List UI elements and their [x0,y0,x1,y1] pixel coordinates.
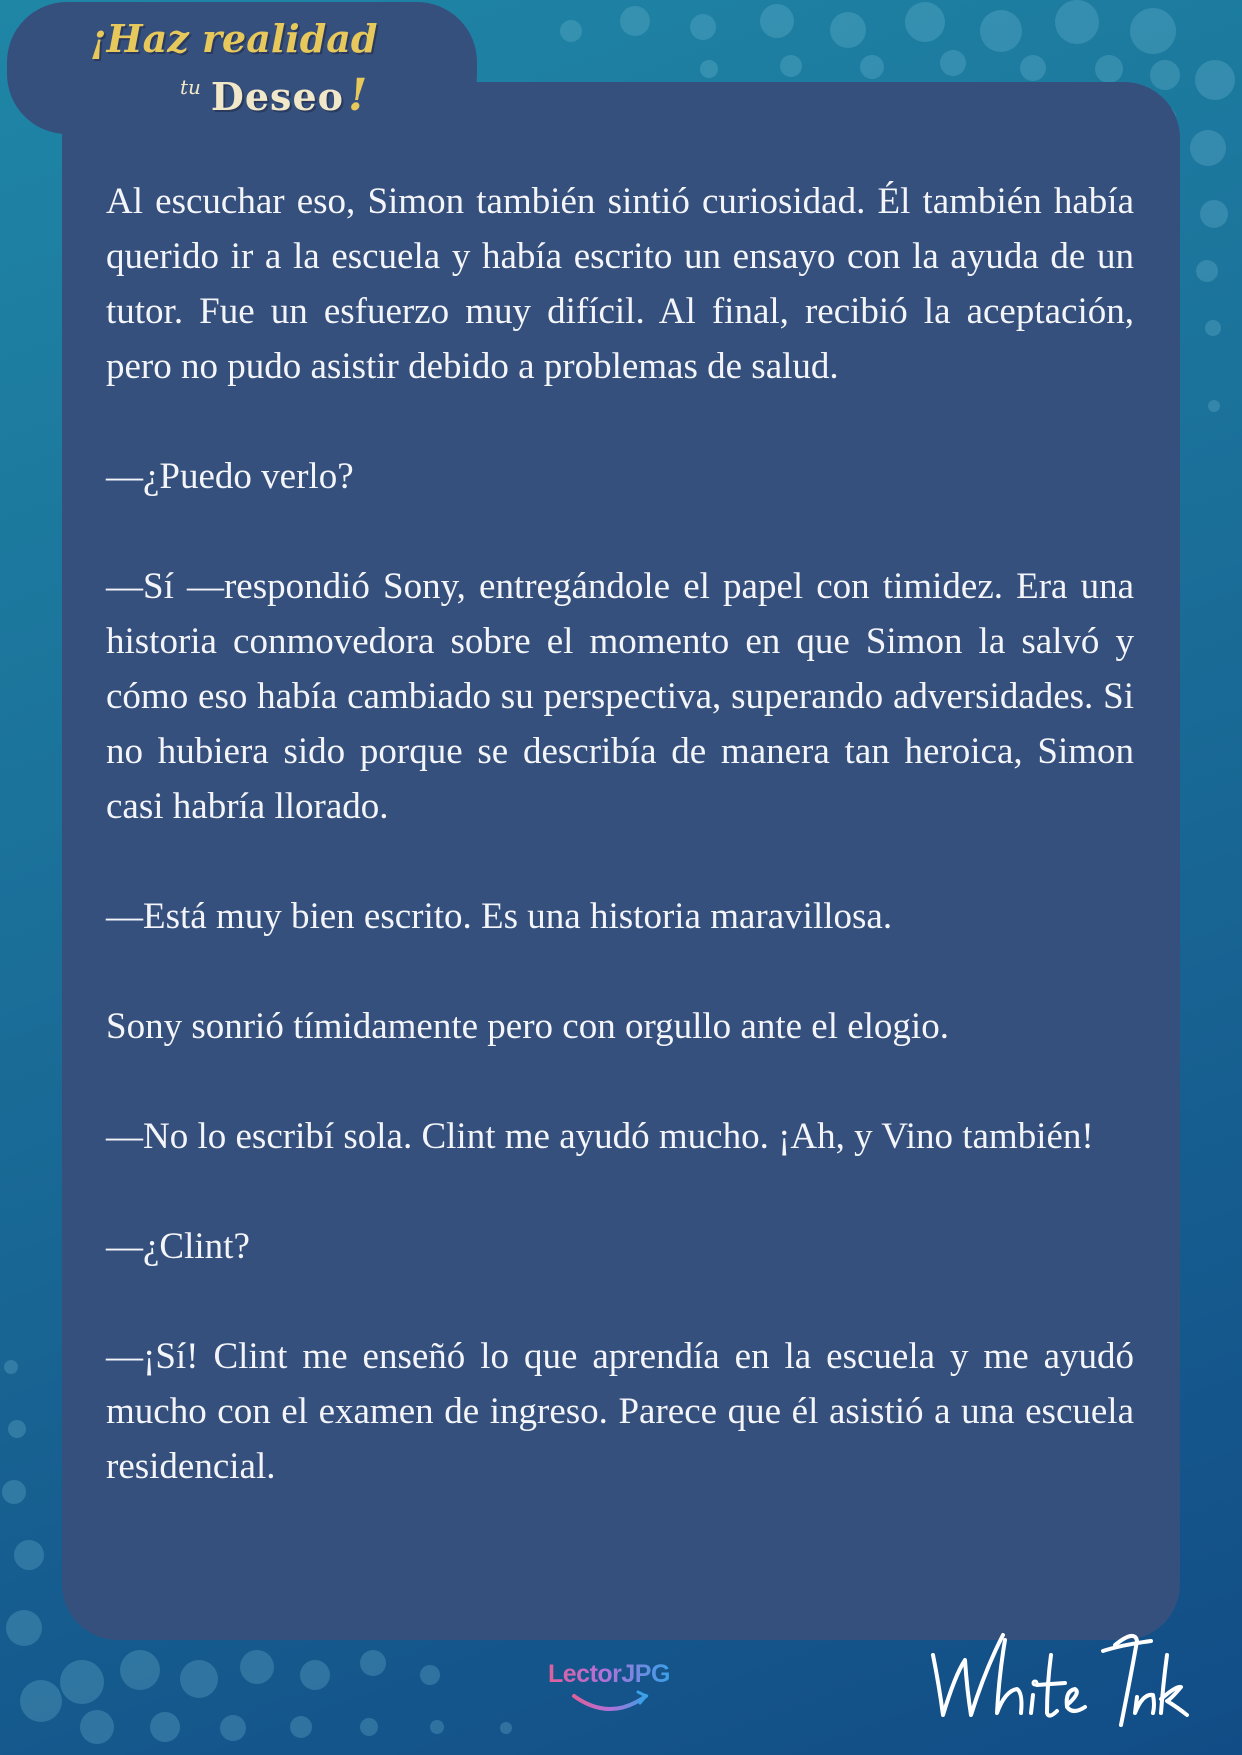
story-text [106,174,1134,1494]
paragraph: —¡Sí! Clint me enseñó lo que aprendía en la escuela y me ayudó mucho con el examen de ingreso. Parece que él asistió a una escuela residencial. [106,1336,1134,1487]
series-logo [90,16,380,126]
paragraph: Al escuchar eso, Simon también sintió curiosidad. Él también había querido ir a la escuela y había escrito un ensayo con la ayuda de un tutor. Fue un esfuerzo muy difícil. Al final, recibió la aceptación, pero no pudo asistir debido a problemas de salud. [106,181,1134,387]
logo-big-word: Deseo [210,74,344,119]
paragraph: —¿Clint? [106,1226,250,1267]
smile-icon [570,1690,650,1716]
logo-exclamation: ! [347,70,368,121]
paragraph: —¿Puedo verlo? [106,456,354,497]
paragraph: —No lo escribí sola. Clint me ayudó mucho. ¡Ah, y Vino también! [106,1116,1094,1157]
paragraph: —Sí —respondió Sony, entregándole el papel con timidez. Era una historia conmovedora sobre el momento en que Simon la salvó y cómo eso había cambiado su perspectiva, superando adversidades. Si no hubiera sido porque se describía de manera tan heroica, Simon casi habría llorado. [106,566,1134,827]
paragraph: Sony sonrió tímidamente pero con orgullo ante el elogio. [106,1006,949,1047]
paragraph: —Está muy bien escrito. Es una historia maravillosa. [106,896,893,937]
watermark-text: LectorJPG [548,1660,670,1688]
white-ink-signature [925,1615,1195,1735]
logo-small-word: tu [180,75,201,99]
logo-subtitle-line [180,70,367,121]
lectorjpg-watermark [548,1660,688,1720]
logo-title-line: ¡Haz realidad [90,16,378,61]
